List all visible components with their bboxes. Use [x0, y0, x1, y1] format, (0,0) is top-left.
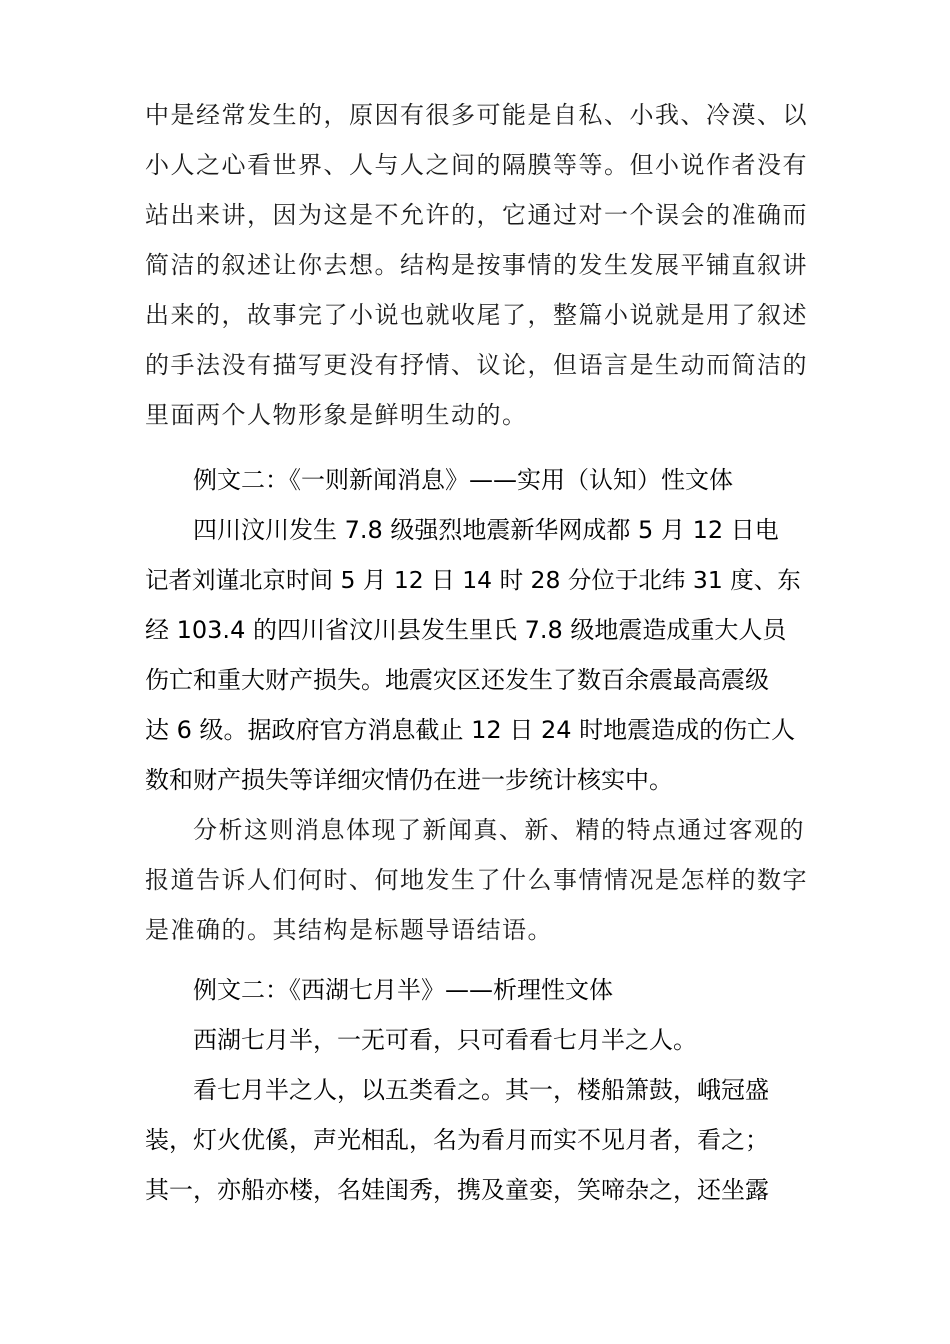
text-line: 其一，亦船亦楼，名娃闺秀，携及童娈，笑啼杂之，还坐露 [145, 1176, 769, 1204]
example-heading-news [145, 455, 810, 505]
news-article-paragraph [145, 505, 810, 805]
example-heading-west-lake [145, 965, 810, 1015]
text-line: 经 103.4 的四川省汶川县发生里氏 7.8 级地震造成重大人员 [145, 616, 787, 644]
text-line: 四川汶川发生 7.8 级强烈地震新华网成都 5 月 12 日电 [193, 516, 779, 544]
analysis-paragraph-1 [145, 90, 810, 440]
analysis-paragraph-2 [145, 805, 810, 955]
text-line: 记者刘谨北京时间 5 月 12 日 14 时 28 分位于北纬 31 度、东 [145, 566, 801, 594]
text-line: 报道告诉人们何时、何地发生了什么事情情况是怎样的数字 [145, 866, 808, 894]
text-line: 的手法没有描写更没有抒情、议论，但语言是生动而简洁的 [145, 351, 808, 379]
text-line: 简洁的叙述让你去想。结构是按事情的发生发展平铺直叙讲 [145, 251, 808, 279]
text-line: 里面两个人物形象是鲜明生动的。 [145, 401, 528, 429]
text-line: 是准确的。其结构是标题导语结语。 [145, 916, 553, 944]
text-line: 出来的，故事完了小说也就收尾了，整篇小说就是用了叙述 [145, 301, 808, 329]
heading-text: 例文二：《一则新闻消息》——实用（认知）性文体 [193, 466, 733, 494]
text-line: 伤亡和重大财产损失。地震灾区还发生了数百余震最高震级 [145, 666, 769, 694]
west-lake-opening-paragraph [145, 1015, 810, 1065]
text-line: 小人之心看世界、人与人之间的隔膜等等。但小说作者没有 [145, 151, 808, 179]
text-line: 数和财产损失等详细灾情仍在进一步统计核实中。 [145, 766, 673, 794]
heading-text: 例文二：《西湖七月半》——析理性文体 [193, 976, 613, 1004]
west-lake-body-paragraph [145, 1065, 810, 1215]
text-line: 分析这则消息体现了新闻真、新、精的特点通过客观的 [193, 816, 805, 844]
text-line: 看七月半之人，以五类看之。其一，楼船箫鼓，峨冠盛 [193, 1076, 769, 1104]
text-line: 中是经常发生的，原因有很多可能是自私、小我、冷漠、以 [145, 101, 808, 129]
text-line: 装，灯火优傒，声光相乱，名为看月而实不见月者，看之； [145, 1126, 769, 1154]
text-line: 西湖七月半，一无可看，只可看看七月半之人。 [193, 1026, 697, 1054]
text-line: 站出来讲，因为这是不允许的，它通过对一个误会的准确而 [145, 201, 808, 229]
text-line: 达 6 级。据政府官方消息截止 12 日 24 时地震造成的伤亡人 [145, 716, 796, 744]
